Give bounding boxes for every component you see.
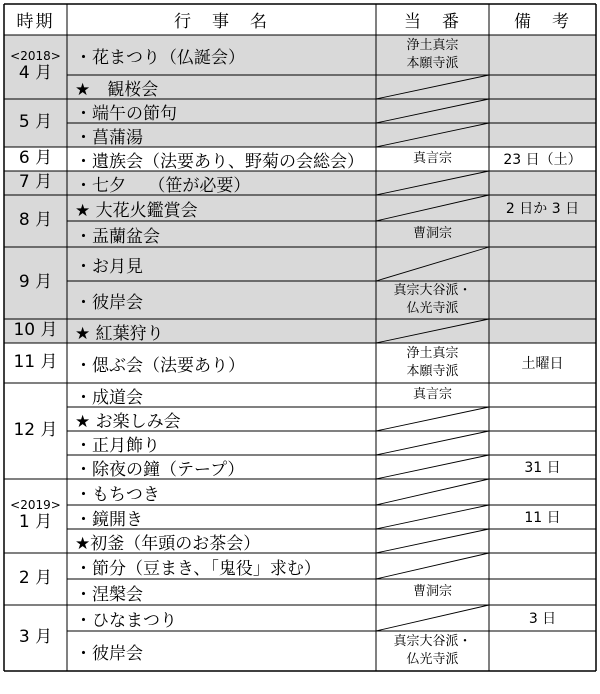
event-cell bbox=[67, 171, 376, 195]
duty-cell bbox=[376, 195, 489, 221]
header-period: 時期 bbox=[16, 12, 55, 32]
duty-sect: 真言宗 bbox=[412, 151, 452, 167]
event-name: ・除夜の鐘（テープ） bbox=[75, 459, 245, 480]
event-cell bbox=[67, 343, 376, 383]
event-cell bbox=[67, 631, 376, 671]
event-cell bbox=[67, 605, 376, 631]
note-cell bbox=[489, 455, 596, 479]
duty-cell bbox=[376, 99, 489, 123]
event-cell bbox=[67, 479, 376, 505]
month-cell bbox=[4, 605, 67, 671]
event-cell bbox=[67, 383, 376, 407]
duty-cell bbox=[376, 123, 489, 147]
month-label: 3 月 bbox=[18, 627, 53, 648]
duty-cell bbox=[376, 407, 489, 431]
event-name: ・もちつき bbox=[75, 484, 160, 505]
month-label: 1 月 bbox=[18, 512, 53, 533]
event-name: ・正月飾り bbox=[75, 435, 160, 456]
note-cell bbox=[489, 75, 596, 99]
note-text: 11 日 bbox=[524, 510, 561, 526]
month-cell bbox=[4, 147, 67, 171]
duty-cell bbox=[376, 75, 489, 99]
note-cell bbox=[489, 99, 596, 123]
event-name: ・偲ぶ会（法要あり） bbox=[75, 355, 245, 376]
note-text: 3 日 bbox=[528, 611, 557, 627]
duty-cell bbox=[376, 455, 489, 479]
duty-cell bbox=[376, 505, 489, 529]
event-cell bbox=[67, 319, 376, 343]
year-label: <2019> bbox=[10, 498, 61, 513]
event-name: ・端午の節句 bbox=[75, 103, 177, 124]
event-cell bbox=[67, 123, 376, 147]
event-cell bbox=[67, 247, 376, 281]
month-cell bbox=[4, 319, 67, 343]
month-label: 11 月 bbox=[13, 352, 58, 373]
duty-cell bbox=[376, 171, 489, 195]
duty-sect: 曹洞宗 bbox=[412, 584, 452, 600]
duty-sect: 本願寺派 bbox=[406, 56, 459, 71]
note-cell bbox=[489, 383, 596, 407]
note-cell bbox=[489, 281, 596, 319]
note-cell bbox=[489, 529, 596, 553]
note-text: 23 日（土） bbox=[503, 152, 582, 168]
note-cell bbox=[489, 431, 596, 455]
note-cell bbox=[489, 579, 596, 605]
event-name: ・盂蘭盆会 bbox=[75, 226, 160, 247]
event-cell bbox=[67, 221, 376, 247]
duty-sect: 本願寺派 bbox=[406, 364, 459, 379]
month-label: 4 月 bbox=[18, 63, 53, 84]
month-cell bbox=[4, 479, 67, 553]
event-name: ・遺族会（法要あり、野菊の会総会） bbox=[75, 151, 364, 172]
duty-cell bbox=[376, 553, 489, 579]
note-cell bbox=[489, 147, 596, 171]
duty-cell bbox=[376, 579, 489, 605]
duty-cell bbox=[376, 479, 489, 505]
month-label: 12 月 bbox=[13, 420, 58, 441]
month-cell bbox=[4, 195, 67, 247]
note-cell bbox=[489, 479, 596, 505]
header-duty: 当 番 bbox=[404, 12, 461, 32]
month-label: 9 月 bbox=[18, 272, 53, 293]
note-cell bbox=[489, 343, 596, 383]
duty-cell bbox=[376, 35, 489, 75]
event-cell bbox=[67, 281, 376, 319]
month-cell bbox=[4, 383, 67, 479]
year-label: <2018> bbox=[10, 49, 61, 64]
event-name: ・花まつり（仏誕会） bbox=[75, 47, 245, 68]
event-cell bbox=[67, 35, 376, 75]
event-name: ★初釜（年頭のお茶会） bbox=[75, 533, 261, 554]
note-text: 土曜日 bbox=[521, 356, 564, 372]
event-cell bbox=[67, 553, 376, 579]
duty-cell bbox=[376, 431, 489, 455]
event-name: ★ お楽しみ会 bbox=[75, 411, 181, 432]
note-cell bbox=[489, 553, 596, 579]
month-cell bbox=[4, 99, 67, 147]
note-cell bbox=[489, 123, 596, 147]
event-cell bbox=[67, 455, 376, 479]
event-cell bbox=[67, 75, 376, 99]
event-name: ・成道会 bbox=[75, 387, 143, 408]
duty-cell bbox=[376, 631, 489, 671]
month-cell bbox=[4, 35, 67, 99]
duty-cell bbox=[376, 281, 489, 319]
event-name: ・お月見 bbox=[75, 256, 143, 277]
note-cell bbox=[489, 505, 596, 529]
event-name: ・ひなまつり bbox=[75, 610, 177, 631]
duty-cell bbox=[376, 319, 489, 343]
note-cell bbox=[489, 407, 596, 431]
month-label: 6 月 bbox=[18, 148, 53, 169]
event-cell bbox=[67, 529, 376, 553]
event-name: ・彼岸会 bbox=[75, 643, 143, 664]
note-text: 2 日か 3 日 bbox=[505, 201, 580, 217]
event-name: ・節分（豆まき、「鬼役」求む） bbox=[75, 558, 321, 579]
duty-sect: 仏光寺派 bbox=[406, 301, 459, 316]
duty-sect: 仏光寺派 bbox=[406, 652, 459, 667]
month-label: 2 月 bbox=[18, 568, 53, 589]
event-name: ・彼岸会 bbox=[75, 292, 143, 313]
note-cell bbox=[489, 221, 596, 247]
note-cell bbox=[489, 171, 596, 195]
duty-sect: 真言宗 bbox=[412, 387, 452, 403]
duty-sect: 浄土真宗 bbox=[406, 346, 459, 362]
event-name: ★ 観桜会 bbox=[75, 79, 159, 100]
event-cell bbox=[67, 99, 376, 123]
duty-cell bbox=[376, 529, 489, 553]
event-name: ★ 紅葉狩り bbox=[75, 323, 164, 344]
event-cell bbox=[67, 147, 376, 171]
note-cell bbox=[489, 605, 596, 631]
month-label: 10 月 bbox=[13, 320, 58, 341]
month-cell bbox=[4, 171, 67, 195]
note-cell bbox=[489, 319, 596, 343]
duty-sect: 曹洞宗 bbox=[412, 226, 452, 242]
month-label: 8 月 bbox=[18, 210, 53, 231]
duty-cell bbox=[376, 343, 489, 383]
duty-cell bbox=[376, 247, 489, 281]
event-cell bbox=[67, 431, 376, 455]
duty-cell bbox=[376, 221, 489, 247]
event-cell bbox=[67, 579, 376, 605]
event-cell bbox=[67, 407, 376, 431]
month-cell bbox=[4, 247, 67, 319]
note-cell bbox=[489, 35, 596, 75]
event-name: ・菖蒲湯 bbox=[75, 127, 143, 148]
duty-sect: 浄土真宗 bbox=[406, 38, 459, 54]
header-event: 行 事 名 bbox=[174, 12, 269, 32]
note-cell bbox=[489, 631, 596, 671]
note-cell bbox=[489, 247, 596, 281]
event-cell bbox=[67, 195, 376, 221]
duty-sect: 真宗大谷派・ bbox=[393, 283, 472, 299]
event-cell bbox=[67, 505, 376, 529]
month-cell bbox=[4, 343, 67, 383]
event-name: ・涅槃会 bbox=[75, 584, 143, 605]
note-cell bbox=[489, 195, 596, 221]
month-cell bbox=[4, 553, 67, 605]
duty-sect: 真宗大谷派・ bbox=[393, 634, 472, 650]
header-note: 備 考 bbox=[514, 12, 571, 32]
duty-cell bbox=[376, 605, 489, 631]
duty-cell bbox=[376, 383, 489, 407]
event-name: ・鏡開き bbox=[75, 509, 143, 530]
event-name: ★ 大花火鑑賞会 bbox=[75, 200, 198, 221]
month-label: 7 月 bbox=[18, 172, 53, 193]
event-name: ・七夕 （笹が必要） bbox=[75, 175, 251, 196]
month-label: 5 月 bbox=[18, 112, 53, 133]
duty-cell bbox=[376, 147, 489, 171]
note-text: 31 日 bbox=[524, 460, 561, 476]
